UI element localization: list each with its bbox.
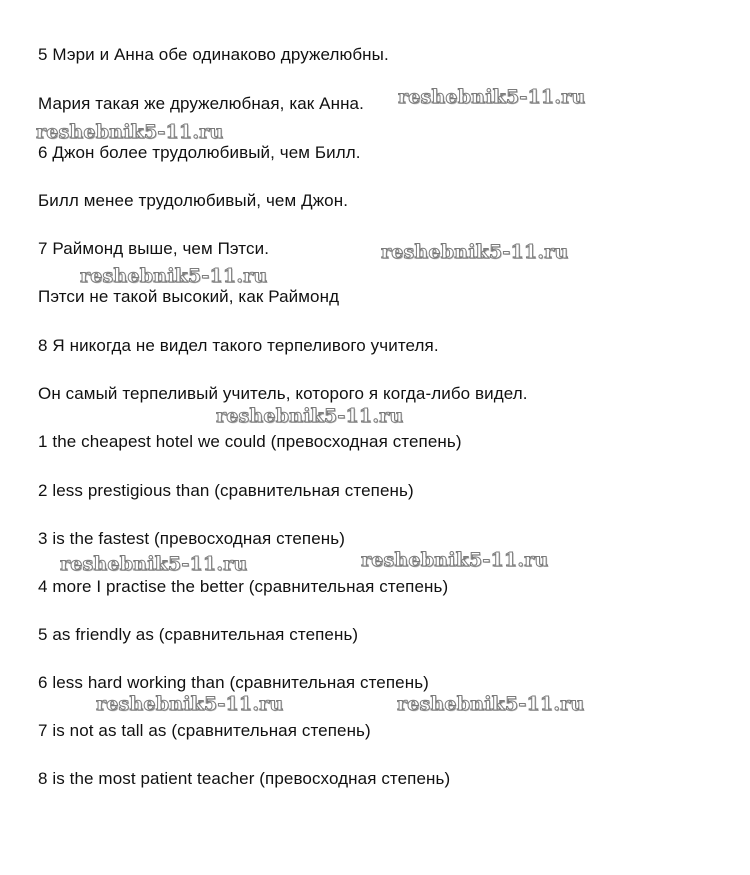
watermark: reshebnik5-11.ru (80, 265, 268, 287)
text-line: 7 Раймонд выше, чем Пэтси. (38, 239, 270, 258)
text-line: Билл менее трудолюбивый, чем Джон. (38, 191, 349, 210)
watermark: reshebnik5-11.ru (96, 693, 284, 715)
text-line: 4 more I practise the better (сравнительная степень) (38, 577, 449, 596)
watermark: reshebnik5-11.ru (397, 693, 585, 715)
watermark: reshebnik5-11.ru (216, 405, 404, 427)
text-line: 2 less prestigious than (сравнительная степень) (38, 481, 414, 500)
text-line: Мария такая же дружелюбная, как Анна. (38, 94, 364, 113)
text-line: 8 is the most patient teacher (превосходная степень) (38, 769, 451, 788)
watermark: reshebnik5-11.ru (36, 121, 224, 143)
text-line: 1 the cheapest hotel we could (превосходная степень) (38, 432, 462, 451)
text-line: Пэтси не такой высокий, как Раймонд (38, 287, 340, 306)
text-line: 5 Мэри и Анна обе одинаково дружелюбны. (38, 45, 389, 64)
watermark: reshebnik5-11.ru (60, 553, 248, 575)
watermark: reshebnik5-11.ru (398, 86, 586, 108)
text-line: 6 less hard working than (сравнительная степень) (38, 673, 429, 692)
text-line: 8 Я никогда не видел такого терпеливого учителя. (38, 336, 439, 355)
watermark: reshebnik5-11.ru (361, 549, 549, 571)
text-line: 5 as friendly as (сравнительная степень) (38, 625, 359, 644)
text-line: 3 is the fastest (превосходная степень) (38, 529, 346, 548)
watermark: reshebnik5-11.ru (381, 241, 569, 263)
text-line: 6 Джон более трудолюбивый, чем Билл. (38, 143, 361, 162)
text-line: Он самый терпеливый учитель, которого я когда-либо видел. (38, 384, 528, 403)
text-line: 7 is not as tall as (сравнительная степень) (38, 721, 371, 740)
